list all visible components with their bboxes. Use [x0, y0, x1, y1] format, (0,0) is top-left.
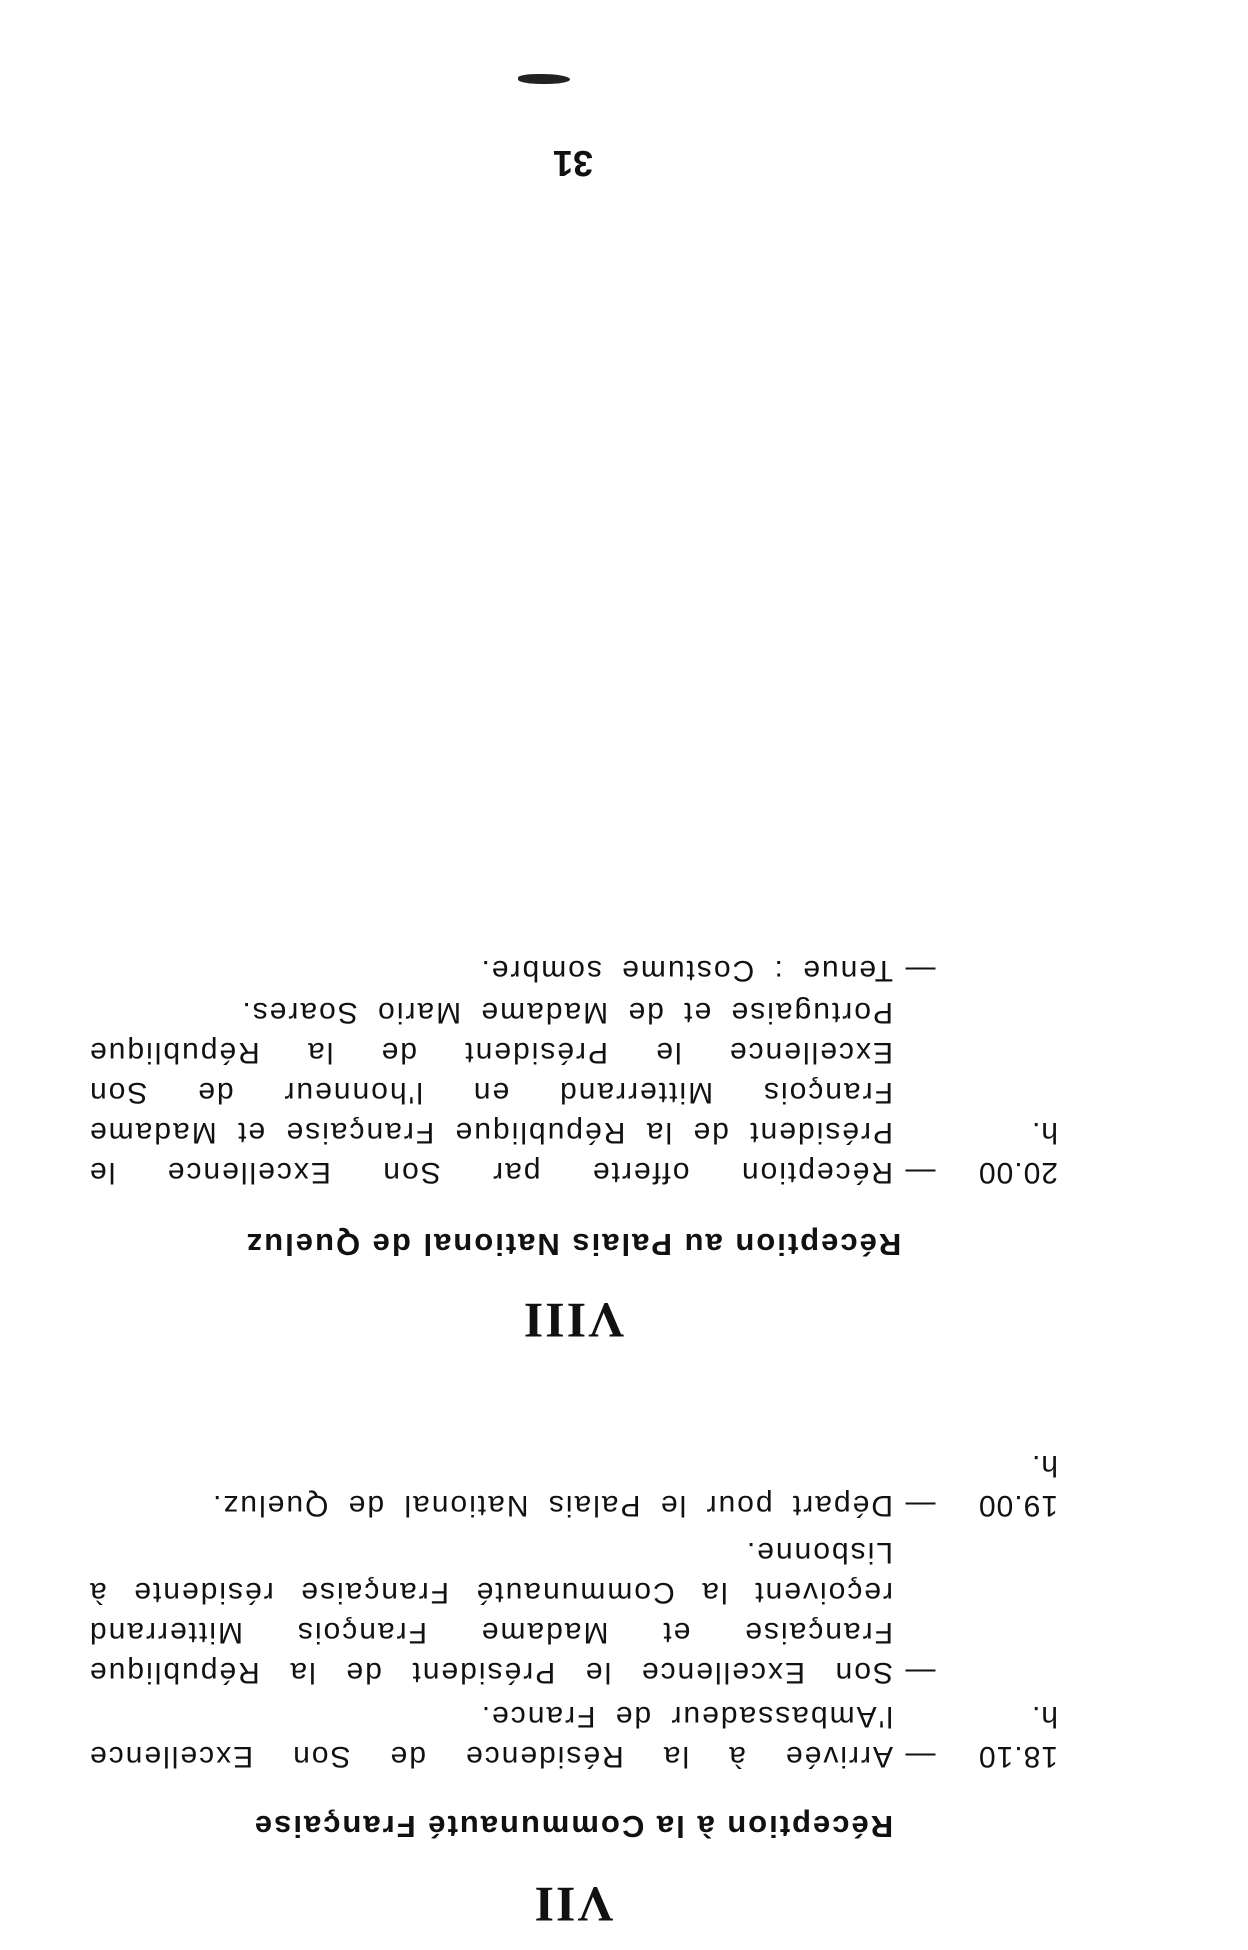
entry-time: 18.10 h. [977, 1700, 1058, 1773]
section-heading: Réception à la Communauté Française [252, 1809, 894, 1844]
schedule-entry [88, 950, 1058, 990]
entry-dash: — [905, 1656, 936, 1689]
entry-time: 19.00 h. [977, 1449, 1058, 1522]
schedule-entry [88, 992, 1058, 1192]
entry-dash: — [905, 1156, 936, 1189]
section-numeral: VII [532, 1877, 614, 1933]
section-numeral: VIII [521, 1293, 625, 1349]
entry-text: Départ pour le Palais National de Queluz. [211, 1489, 893, 1522]
page-number: 31 [552, 143, 594, 184]
entry-text: Arrivée à la Résidence de Son Excellence l'Ambassadeur de France. [88, 1700, 893, 1773]
entry-text: Son Excellence le Président de la République Française et Madame François Mitterrand reçoivent la Communauté Française résidente à Lisbonne. [88, 1536, 893, 1689]
entry-dash: — [905, 1489, 936, 1522]
section-heading: Réception au Palais National de Queluz [244, 1227, 902, 1262]
entry-time: 20.00 h. [977, 1116, 1058, 1189]
entry-text: Réception offerte par Son Excellence le Président de la République Française et Madame François Mitterrand en l'honneur de Son Excellence le Président de la République Portugaise et de Madame Mario Soares. [88, 996, 893, 1189]
entry-text: Tenue : Costume sombre. [479, 954, 893, 987]
entry-dash: — [905, 954, 936, 987]
ink-smudge [518, 74, 570, 84]
schedule-entry [88, 1445, 1058, 1525]
schedule-entry [88, 1532, 1058, 1692]
schedule-entry [88, 1696, 1058, 1776]
entry-dash: — [905, 1740, 936, 1773]
